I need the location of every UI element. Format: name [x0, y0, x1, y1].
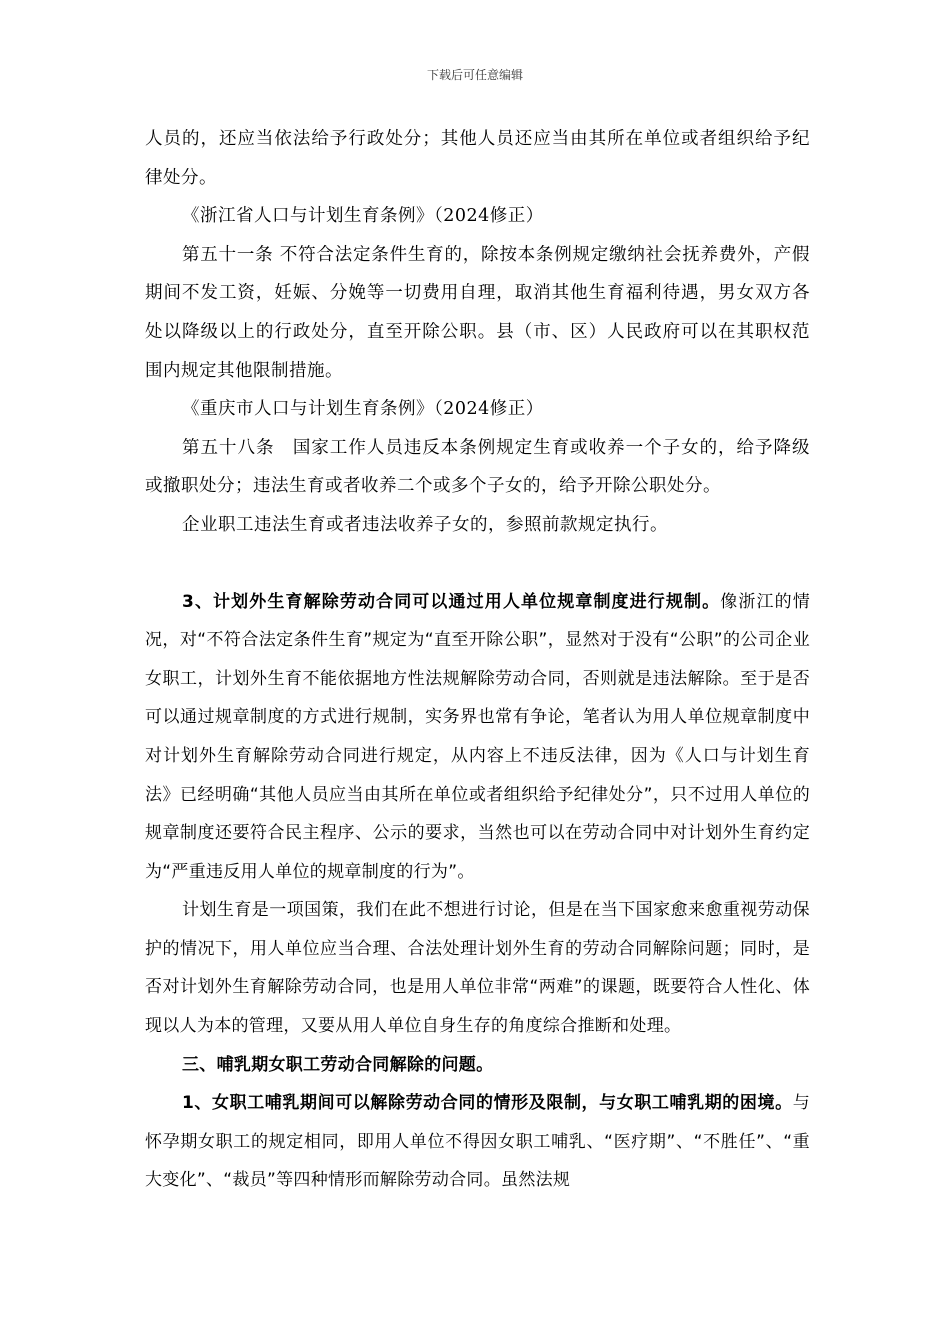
law-title-chongqing: 《重庆市人口与计划生育条例》（2024修正） — [182, 399, 544, 420]
section-1-text: 与怀孕期女职工的规定相同，即用人单位不得因女职工哺乳、“医疗期”、“不胜任”、“重大变化”、“裁员”等四种情形而解除劳动合同。虽然法规 — [145, 1093, 810, 1191]
section-1-paragraph — [145, 1084, 810, 1200]
section-3-paragraph — [145, 583, 810, 892]
section-1-heading: 1、女职工哺乳期间可以解除劳动合同的情形及限制，与女职工哺乳期的困境。 — [182, 1093, 793, 1114]
paragraph-1: 人员的，还应当依法给予行政处分；其他人员还应当由其所在单位或者组织给予纪律处分。 — [145, 129, 810, 188]
section-3-heading: 3、计划外生育解除劳动合同可以通过用人单位规章制度进行规制。 — [182, 591, 721, 612]
chapter-heading-3: 三、哺乳期女职工劳动合同解除的问题。 — [182, 1054, 494, 1075]
paragraph-policy: 计划生育是一项国策，我们在此不想进行讨论，但是在当下国家愈来愈重视劳动保护的情况下，用人单位应当合理、合法处理计划外生育的劳动合同解除问题；同时，是否对计划外生育解除劳动合同，也是用人单位非常“两难”的课题，既要符合人性化、体现以人为本的管理，又要从用人单位自身生存的角度综合推断和处理。 — [145, 900, 810, 1037]
article-51: 第五十一条 不符合法定条件生育的，除按本条例规定缴纳社会抚养费外，产假期间不发工资，妊娠、分娩等一切费用自理，取消其他生育福利待遇，男女双方各处以降级以上的行政处分，直至开除公职。县（市、区）人民政府可以在其职权范围内规定其他限制措施。 — [145, 244, 810, 381]
page-header: 下载后可任意编辑 — [426, 68, 523, 82]
section-3-text: 像浙江的情况，对“不符合法定条件生育”规定为“直至开除公职”，显然对于没有“公职”的公司企业女职工，计划外生育不能依据地方性法规解除劳动合同，否则就是违法解除。至于是否可以通过规章制度的方式进行规制，实务界也常有争论，笔者认为用人单位规章制度中对计划外生育解除劳动合同进行规定，从内容上不违反法律，因为《人口与计划生育法》已经明确“其他人员应当由其所在单位或者组织给予纪律处分”，只不过用人单位的规章制度还要符合民主程序、公示的要求，当然也可以在劳动合同中对计划外生育约定为“严重违反用人单位的规章制度的行为”。 — [145, 591, 811, 882]
paragraph-enterprise: 企业职工违法生育或者违法收养子女的，参照前款规定执行。 — [182, 514, 668, 535]
document-body — [145, 120, 810, 1200]
article-58: 第五十八条 国家工作人员违反本条例规定生育或收养一个子女的，给予降级或撤职处分；违法生育或者收养二个或多个子女的，给予开除公职处分。 — [145, 437, 810, 497]
law-title-zhejiang: 《浙江省人口与计划生育条例》（2024修正） — [182, 206, 544, 227]
paragraph-gap — [145, 545, 810, 583]
